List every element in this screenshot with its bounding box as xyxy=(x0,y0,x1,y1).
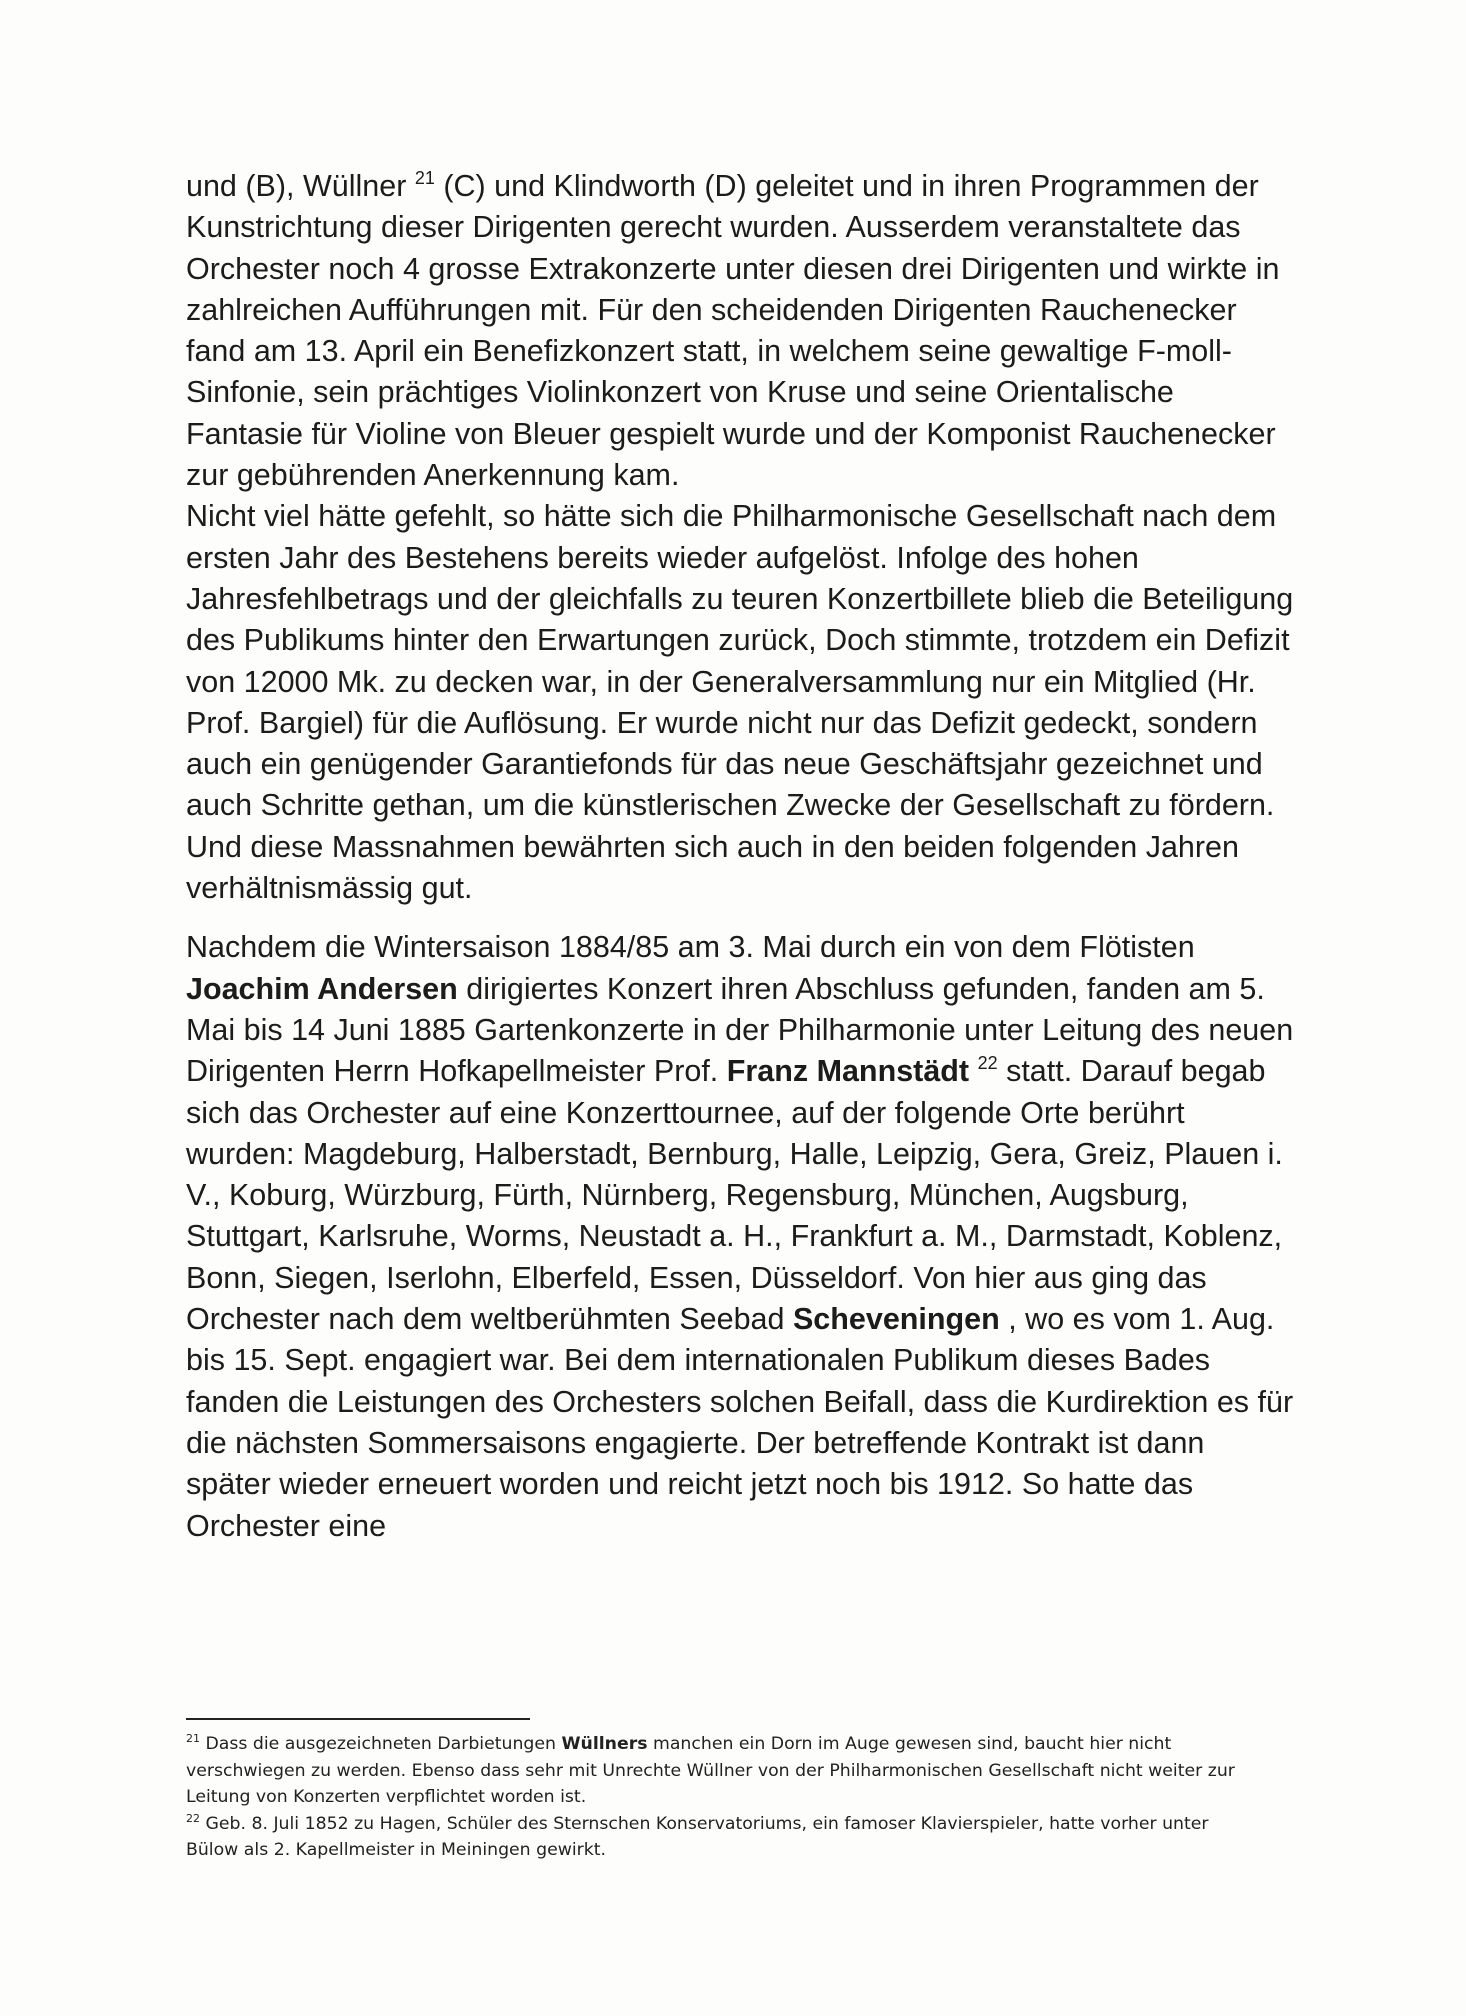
footnote-21: $^{21}$ Dass die ausgezeichneten Darbietungen Wüllners manchen ein Dorn im Auge gewesen sind, baucht hier nicht verschwiegen zu werden. Ebenso dass sehr mit Unrechte Wüllner von der Philharmonischen Gesellschaft nicht weiter zur Leitung von Konzerten verpflichtet worden ist. xyxy=(186,1732,1235,1807)
body-text xyxy=(186,166,1296,1547)
name-andersen: Joachim Andersen xyxy=(186,971,458,1006)
paragraph-2: Nicht viel hätte gefehlt, so hätte sich die Philharmonische Gesellschaft nach dem ersten Jahr des Bestehens bereits wieder aufgelöst. Infolge des hohen Jahresfehlbetrags und der gleichfalls zu teuren Konzertbillete blieb die Beteiligung des Publikums hinter den Erwartungen zurück, Doch stimmte, trotzdem ein Defizit von 12000 Mk. zu decken war, in der Generalversammlung nur ein Mitglied (Hr. Prof. Bargiel) für die Auflösung. Er wurde nicht nur das Defizit gedeckt, sondern auch ein genügender Garantiefonds für das neue Geschäftsjahr gezeichnet und auch Schritte gethan, um die künstlerischen Zwecke der Gesellschaft zu fördern. Und diese Massnahmen bewährten sich auch in den beiden folgenden Jahren verhältnismässig gut. xyxy=(186,499,1294,906)
footnote-22: $^{22}$ Geb. 8. Juli 1852 zu Hagen, Schüler des Sternschen Konservatoriums, ein famoser Klavierspieler, hatte vorher unter Bülow als 2. Kapellmeister in Meiningen gewirkt. xyxy=(186,1811,1209,1860)
footnotes xyxy=(186,1731,1266,1864)
footnote-separator xyxy=(186,1718,530,1720)
name-mannstaedt: Franz Mannstädt xyxy=(726,1054,970,1089)
footnote-ref-22: 22 xyxy=(977,1053,998,1074)
place-scheveningen: Scheveningen xyxy=(792,1302,1000,1337)
footnote-ref-21: 21 xyxy=(414,168,435,188)
paragraph-1: und (B), Wüllner $^{21}$ (C) und Klindworth (D) geleitet und in ihren Programmen der Kunstrichtung dieser Dirigenten gerecht wurden. Ausserdem veranstaltete das Orchester noch 4 grosse Extrakonzerte unter diesen drei Dirigenten und wirkte in zahlreichen Aufführungen mit. Für den scheidenden Dirigenten Rauchenecker fand am 13. April ein Benefizkonzert statt, in welchem seine gewaltige F-moll-Sinfonie, sein prächtiges Violinkonzert von Kruse und seine Orientalische Fantasie für Violine von Bleuer gespielt wurde und der Komponist Rauchenecker zur gebührenden Anerkennung kam. xyxy=(186,168,1280,493)
paragraph-3: Nachdem die Wintersaison 1884/85 am 3. Mai durch ein von dem Flötisten Joachim Andersen dirigiertes Konzert ihren Abschluss gefunden, fanden am 5. Mai bis 14 Juni 1885 Gartenkonzerte in der Philharmonie unter Leitung des neuen Dirigenten Herrn Hofkapellmeister Prof. Franz Mannstädt $^{22}$ statt. Darauf begab sich das Orchester auf eine Konzerttournee, auf der folgende Orte berührt wurden: Magdeburg, Halberstadt, Bernburg, Halle, Leipzig, Gera, Greiz, Plauen i. V., Koburg, Würzburg, Fürth, Nürnberg, Regensburg, München, Augsburg, Stuttgart, Karlsruhe, Worms, Neustadt a. H., Frankfurt a. M., Darmstadt, Koblenz, Bonn, Siegen, Iserlohn, Elberfeld, Essen, Düsseldorf. Von hier aus ging das Orchester nach dem weltberühmten Seebad Scheveningen , wo es vom 1. Aug. bis 15. Sept. engagiert war. Bei dem internationalen Publikum dieses Bades fanden die Leistungen des Orchesters solchen Beifall, dass die Kurdirektion es für die nächsten Sommersaisons engagierte. Der betreffende Kontrakt ist dann später wieder erneuert worden und reicht jetzt noch bis 1912. So hatte das Orchester eine xyxy=(186,930,1294,1543)
